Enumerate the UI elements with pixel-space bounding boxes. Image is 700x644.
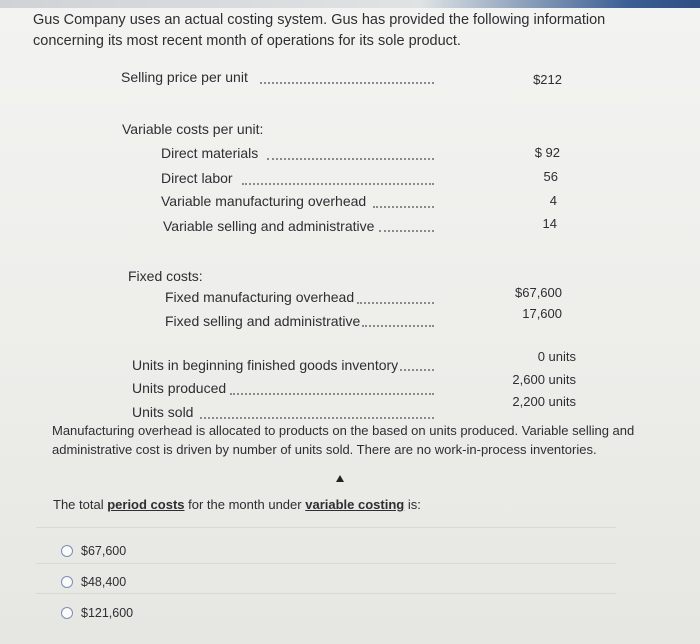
fixed-mfg-overhead-value: $67,600: [515, 285, 562, 300]
selling-price-label: Selling price per unit: [121, 69, 248, 85]
choice-option-1[interactable]: [61, 544, 126, 558]
selling-price-value: $212: [533, 72, 562, 87]
leader-dots: [400, 369, 434, 371]
leader-dots: [260, 82, 434, 84]
choice-label: $48,400: [81, 575, 127, 589]
intro-text: Gus Company uses an actual costing system. Gus has provided the following information concerning its most recent month of operations for its sole product.: [33, 12, 606, 49]
variable-costing-term[interactable]: variable costing: [305, 497, 405, 512]
fixed-selling-admin-label: Fixed selling and administrative: [165, 313, 361, 329]
question-suffix: is:: [407, 497, 421, 512]
units-sold-label: Units sold: [132, 404, 194, 420]
variable-selling-admin-value: 14: [542, 216, 557, 231]
variable-costs-heading: Variable costs per unit:: [122, 121, 264, 137]
leader-dots: [362, 325, 434, 327]
leader-dots: [200, 417, 434, 419]
mouse-cursor-icon: [336, 475, 344, 482]
divider: [36, 593, 616, 594]
radio-icon[interactable]: [61, 607, 73, 619]
choice-label: $121,600: [81, 606, 134, 620]
leader-dots: [267, 158, 434, 160]
question-prefix: The total: [53, 497, 104, 512]
variable-mfg-overhead-value: 4: [549, 193, 557, 208]
leader-dots: [242, 183, 434, 185]
period-costs-term[interactable]: period costs: [107, 497, 185, 512]
leader-dots: [373, 206, 434, 208]
leader-dots: [357, 302, 434, 304]
question-text: [53, 497, 421, 512]
variable-selling-admin-label: Variable selling and administrative: [163, 218, 375, 234]
direct-materials-label: Direct materials: [161, 145, 259, 161]
radio-icon[interactable]: [61, 576, 73, 588]
divider: [36, 527, 616, 528]
divider: [36, 563, 616, 564]
fixed-selling-admin-value: 17,600: [522, 306, 562, 321]
units-produced-label: Units produced: [132, 380, 227, 396]
leader-dots: [379, 230, 434, 232]
beginning-inventory-label: Units in beginning finished goods inventory: [132, 357, 399, 373]
choice-option-3[interactable]: [61, 606, 133, 620]
question-page: [0, 8, 700, 644]
beginning-inventory-value: 0 units: [537, 349, 576, 364]
choice-label: $67,600: [81, 544, 127, 558]
fixed-costs-heading: Fixed costs:: [128, 268, 203, 284]
units-produced-value: 2,600 units: [512, 372, 576, 387]
units-sold-value: 2,200 units: [512, 394, 576, 409]
browser-top-bar: [0, 0, 700, 8]
radio-icon[interactable]: [61, 545, 73, 557]
allocation-paragraph: Manufacturing overhead is allocated to products on the based on units produced. Variable selling and administrative cost is driven by number of units sold. There are no work-in-process inventories.: [52, 423, 635, 457]
choice-option-2[interactable]: [61, 575, 126, 589]
direct-labor-value: 56: [543, 169, 558, 184]
fixed-mfg-overhead-label: Fixed manufacturing overhead: [165, 289, 355, 305]
direct-materials-value: $ 92: [534, 145, 560, 160]
leader-dots: [230, 393, 434, 395]
variable-mfg-overhead-label: Variable manufacturing overhead: [161, 193, 367, 209]
question-middle: for the month under: [188, 497, 302, 512]
direct-labor-label: Direct labor: [161, 170, 233, 186]
